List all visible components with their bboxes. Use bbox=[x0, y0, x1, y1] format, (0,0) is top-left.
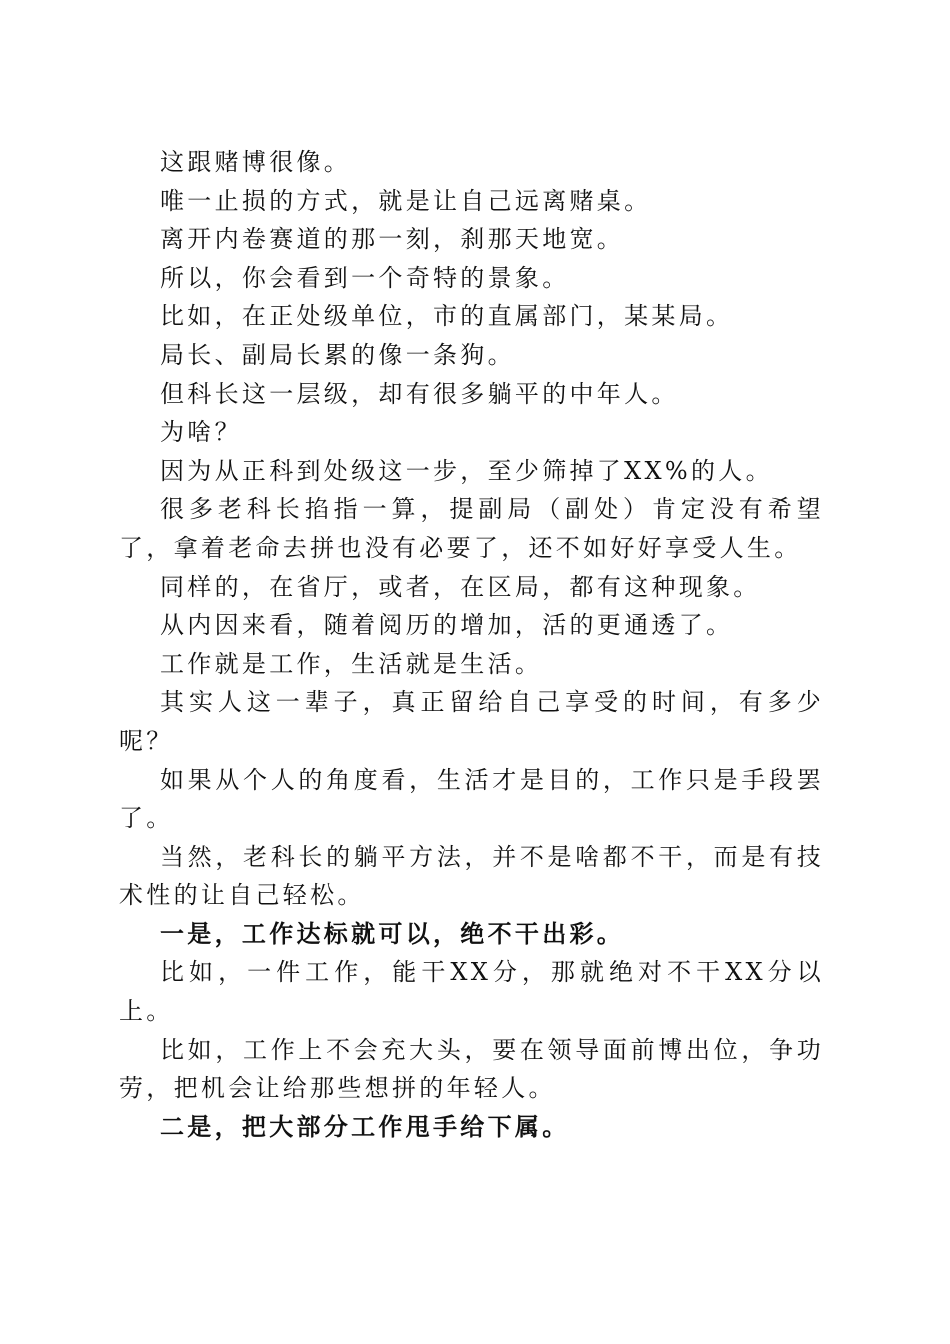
paragraph: 但科长这一层级，却有很多躺平的中年人。 bbox=[160, 379, 679, 408]
section-heading: 二是，把大部分工作甩手给下属。 bbox=[160, 1111, 570, 1141]
paragraph: 其实人这一辈子，真正留给自己享受的时间，有多少呢？ bbox=[119, 688, 824, 755]
paragraph: 所以，你会看到一个奇特的景象。 bbox=[160, 263, 570, 292]
paragraph: 为啥？ bbox=[160, 418, 242, 447]
document-body bbox=[119, 143, 824, 1146]
paragraph: 比如，工作上不会充大头，要在领导面前博出位，争功劳，把机会让给那些想拼的年轻人。 bbox=[119, 1035, 824, 1103]
paragraph: 离开内卷赛道的那一刻，刹那天地宽。 bbox=[160, 225, 625, 254]
paragraph: 很多老科长掐指一算，提副局（副处）肯定没有希望了，拿着老命去拼也没有必要了，还不如好好享受人生。 bbox=[119, 495, 824, 562]
paragraph: 唯一止损的方式，就是让自己远离赌桌。 bbox=[160, 186, 652, 215]
paragraph: 当然，老科长的躺平方法，并不是啥都不干，而是有技术性的让自己轻松。 bbox=[119, 842, 824, 910]
paragraph: 比如，在正处级单位，市的直属部门，某某局。 bbox=[160, 302, 734, 331]
section-heading: 一是，工作达标就可以，绝不干出彩。 bbox=[160, 918, 625, 948]
paragraph: 局长、副局长累的像一条狗。 bbox=[160, 340, 515, 369]
paragraph: 如果从个人的角度看，生活才是目的，工作只是手段罢了。 bbox=[119, 765, 824, 833]
paragraph: 从内因来看，随着阅历的增加，活的更通透了。 bbox=[160, 611, 734, 640]
paragraph: 这跟赌博很像。 bbox=[160, 148, 352, 176]
paragraph: 同样的，在省厅，或者，在区局，都有这种现象。 bbox=[160, 572, 761, 601]
paragraph: 工作就是工作，生活就是生活。 bbox=[160, 649, 543, 678]
paragraph: 比如，一件工作，能干XX分，那就绝对不干XX分以上。 bbox=[119, 958, 824, 1026]
paragraph: 因为从正科到处级这一步，至少筛掉了XX%的人。 bbox=[160, 456, 773, 485]
